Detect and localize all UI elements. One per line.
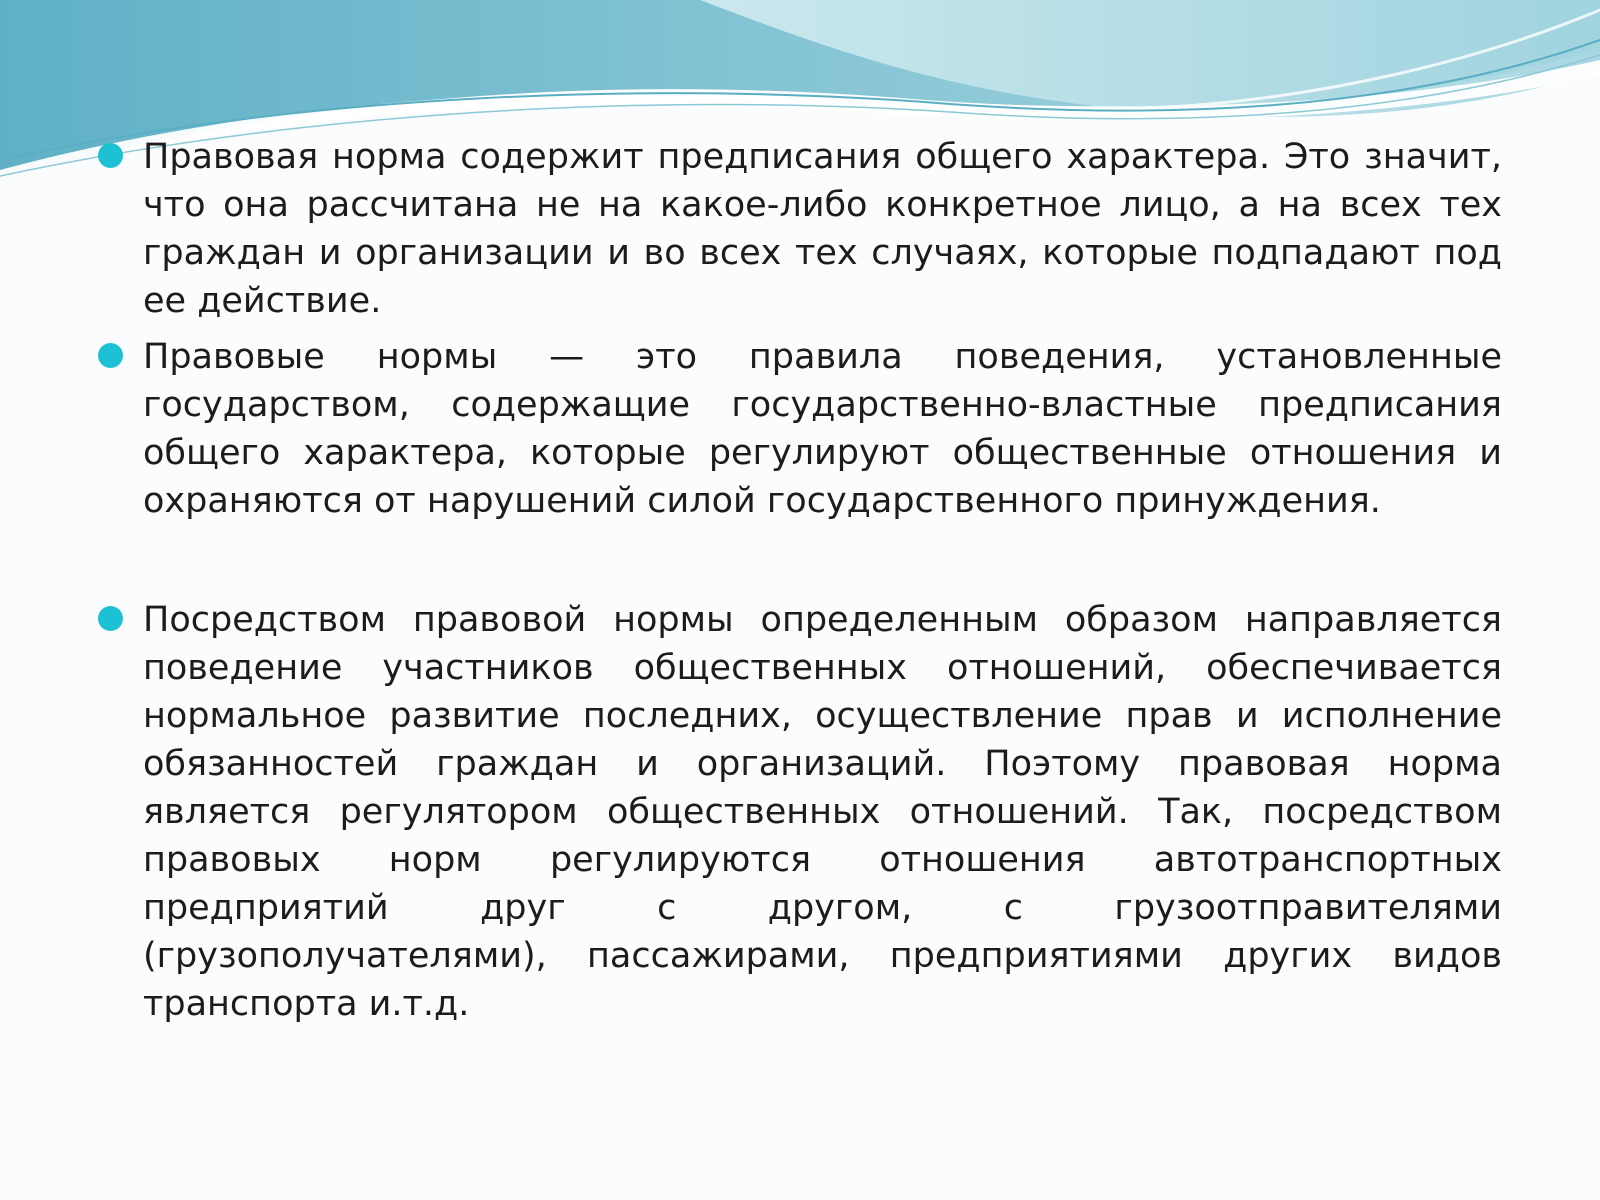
bullet-text: Правовые нормы — это правила поведения, установленные государством, содержащие государственно-властные предписания общего характера, которые регулируют общественные отношения и охраняются от нарушений силой государственного принуждения.	[143, 337, 1502, 521]
bullet-item	[143, 333, 1502, 525]
bullet-dot-icon	[98, 606, 123, 631]
bullet-dot-icon	[98, 343, 123, 368]
bullet-dot-icon	[98, 143, 123, 168]
bullet-item	[143, 133, 1502, 325]
bullet-item	[143, 596, 1502, 1028]
bullet-text: Правовая норма содержит предписания общего характера. Это значит, что она рассчитана не на какое-либо конкретное лицо, а на всех тех граждан и организации и во всех тех случаях, которые подпадают под ее действие.	[143, 137, 1502, 321]
bullet-text: Посредством правовой нормы определенным образом направляется поведение участников общественных отношений, обеспечивается нормальное развитие последних, осуществление прав и исполнение обязанностей граждан и организаций. Поэтому правовая норма является регулятором общественных отношений. Так, посредством правовых норм регулируются отношения автотранспортных предприятий друг с другом, с грузоотправителями (грузополучателями), пассажирами, предприятиями других видов транспорта и.т.д.	[143, 600, 1502, 1024]
